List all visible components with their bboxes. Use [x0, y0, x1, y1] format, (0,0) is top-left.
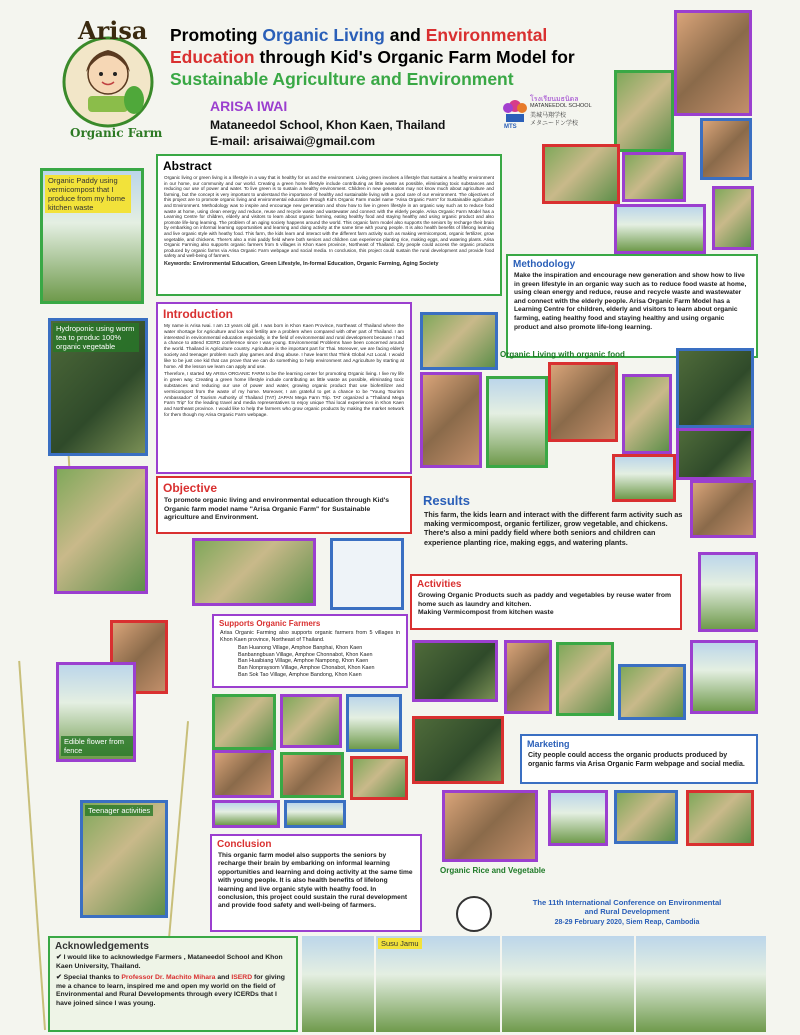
marketing-body: City people could access the organic products produced by organic farms via Arisa Organic Farm webpage and social media.: [528, 752, 745, 768]
caption-hydroponic: Hydroponic using worm tea to produc 100% organic vegetable: [53, 323, 139, 352]
caption-susu: Susu Jamu: [378, 938, 422, 949]
photo-worker: [690, 640, 758, 714]
photo-seedlings: [412, 640, 498, 702]
objective-section: [156, 476, 412, 534]
conference-line1: The 11th International Conference on Environmental: [532, 898, 722, 907]
results-title: Results: [423, 493, 470, 508]
photo-farm-girl: [614, 70, 674, 152]
title-part: through Kid's Organic Farm Model for: [254, 47, 575, 67]
village-item: Ban Sok Tao Village, Amphoe Bandong, Khon Kaen: [238, 671, 362, 678]
logo-brand-top: Arisa: [78, 16, 148, 45]
photo-rice-field-2: [376, 936, 500, 1032]
title-highlight: Education: [170, 47, 255, 67]
title-part: and: [384, 25, 426, 45]
abstract-title: Abstract: [163, 159, 212, 173]
school-jp2: メタニードン学校: [530, 121, 579, 127]
village-list: [238, 645, 406, 678]
introduction-p2: Therefore, I started My ARISA ORGANIC FARM to be the learning center for promoting Organic living. I live my life in green way. Creating a green home lifestyle include contributing as little waste as possible, eliminating toxic substances and reducing our use of power and water, growing organic product that use biofertilizer and vermicompost from the waste of my home. Moreover, I am grateful to get a chance to be "Young Tourism Ambassador" of Tourism Authority of Thailand (TAT) JAPAN Mega Farm Trip. TAT organized a "Thailand Mega Farm Trip" for the leading travel and media representatives to enjoy unique Thai local experiences in Khon Kaen and Northeast province. I would like to help the farmers who grow organic products by making the market network for them though my Arisa Organic Farm webpage.: [164, 371, 404, 417]
photo-workshop-3: [346, 694, 402, 752]
photo-arisa-portrait: [674, 10, 752, 116]
caption-edible-flower: Edible flower from fence: [61, 736, 133, 756]
photo-planting-kids: [698, 552, 758, 632]
photo-seniors-group: [192, 538, 316, 606]
photo-market-2: [614, 790, 678, 844]
photo-edible-flower: [56, 662, 136, 762]
acknowledgements-section: [48, 936, 298, 1032]
photo-workshop-6: [350, 756, 408, 800]
ack-highlight: ISERD: [231, 974, 253, 982]
abstract-keywords: Keywords: Environmental Education, Green Lifestyle, In-formal Education, Organic Farming, Aging Society: [164, 260, 439, 267]
photo-outdoor: [542, 144, 620, 204]
photo-hydroponic: [48, 318, 148, 456]
marketing-section: [520, 734, 758, 784]
supports-intro: Arisa Organic Farming also supports organic farmers from 5 villages in Khon Kaen province, Northeast of Thailand.: [220, 630, 400, 643]
methodology-body: Make the inspiration and encourage new generation and show how to live in green lifestyle in an organic way such as to reduce food waste at home, using clean energy and reduce, reuse and recycle waste and wastewater and connect with the elderly people. Arisa Organic Farm Model has a Learning Centre for children, elderly and visitors to learn about organic farming, eating healthy food and staying healthy and using organic product and also promote life-long learning.: [514, 272, 747, 331]
conference-dates: 28-29 February 2020, Siem Reap, Cambodia: [554, 919, 700, 926]
photo-rice-field-1: [302, 936, 374, 1032]
marketing-title: Marketing: [527, 739, 570, 749]
photo-compost: [676, 428, 754, 480]
photo-village-map: [330, 538, 404, 610]
photo-market-3: [686, 790, 754, 846]
results-section: [416, 488, 702, 564]
objective-body: To promote organic living and environmental education through Kid's Organic farm model name "Arisa Organic Farm" for Sustainable agriculture and Environment.: [164, 497, 390, 522]
title-line-1: [170, 24, 630, 46]
photo-team-2: [284, 800, 346, 828]
village-item: Ban Huaibiang Village, Amphoe Nampong, Khon Kaen: [238, 658, 369, 665]
school-abbr: MTS: [504, 124, 517, 130]
school-logo: [500, 94, 600, 140]
title-highlight: Environmental: [425, 25, 548, 45]
photo-cooking: [548, 362, 618, 442]
title-line-2: [170, 46, 630, 68]
activities-line2: Making Vermicompost from kitchen waste: [418, 609, 554, 617]
activities-section: [410, 574, 682, 630]
author-name: ARISA IWAI: [210, 98, 288, 114]
photo-kitchen: [420, 372, 482, 468]
photo-greenhouse-2: [412, 716, 504, 784]
title-part: Promoting: [170, 25, 263, 45]
acknowledgements-title: Acknowledgements: [55, 941, 149, 952]
photo-car-produce: [442, 790, 538, 862]
conference-info: [494, 898, 760, 926]
photo-girl-smile: [700, 118, 752, 180]
photo-team: [212, 800, 280, 828]
photo-rice-field-4: [636, 936, 766, 1032]
photo-jackfruit: [54, 466, 148, 594]
photo-market-1: [548, 790, 608, 846]
conference-seal: [456, 896, 492, 932]
abstract-body: Organic living or green living is a lifestyle in a way that is healthy for us and the environment. Living green involves a lifestyle that sustains a healthy environment in our home, our community and our world. Creating a green home lifestyle include contributing as little waste as possible, eliminating toxic substances and reducing our use of power and water. To live green is to sustain a healthy environment. Children in new generation may not know much about agriculture and farming, but the concept is very important to understand the importance of healthy and sustainable living with a good care of our environment. The objectives of this project are to promote organic living and environmental education through Kid's Organic Farm model name "Arisa Organic Farm" for Sustainable agriculture and Environment. Methodology was to inspire and encourage new generation and show how to live in green lifestyle in an organic way such as to reduce food waste at home, using clean energy and reduce, reuse and recycle waste and wastewater and connect with the elderly people. Arisa Organic Farm Model has a Learning Centre for children, elderly and visitors to learn about organic farming, eating healthy food and staying healthy and using organic product and also promote life-long learning. The problem of an aging society happens around the world. This organic farm model also supports the seniors by recharge their brain by embarking on informal learning opportunities and learning and doing activity at the same time with young people. It is also health benefits of lifelong learning and live organic style with heathy food. This farm, the kids learn and interact with the different farm activity such as making vermicompost, organic fertilizer, grow vegetable, and chickens. There's also a mini paddy field where both seniors and children can experience planting rice, making eggs, and watering plants. Arisa Organic Farming also supports organic farmers from 5 villages in Khon Kaen province, Northeast of Thailand. City people could access the organic products produced by organic farms via Arisa Organic Farm webpage and social media. In conclusion, this project could sustain the rural development and provide food safety and well-being of farmers.: [164, 175, 494, 259]
results-body: This farm, the kids learn and interact with the different farm activity such as making vermicompost, organic fertilizer, grow vegetable, and chickens. There's also a mini paddy field where both seniors and children can experience planting rice, making eggs, and watering plants.: [424, 510, 683, 547]
conclusion-body: This organic farm model also supports the seniors by recharge their brain by embarking on informal learning opportunities and learning and doing activity at the same time with young people. It is also health benefits of lifelong learning and live organic style with heathy food. In conclusion, this project could sustain the rural development and provide food safety and well-being of farmers.: [218, 852, 413, 910]
supports-title: Supports Organic Farmers: [219, 619, 321, 628]
author-email: E-mail: arisaiwai@gmail.com: [210, 134, 376, 148]
ack-text: for giving me a chance to learn, inspired me and open my world on the field of Environmental and Rural Developments through every ICERDs that I have joined since I was young.: [56, 974, 285, 1007]
school-jp1: 美城马翔学校: [530, 113, 567, 119]
ack-text: and: [215, 974, 232, 982]
activities-title: Activities: [417, 579, 462, 590]
photo-organic-paddy: [40, 168, 144, 304]
conclusion-section: [210, 834, 422, 932]
methodology-title: Methodology: [513, 259, 576, 270]
title-line-3: Sustainable Agriculture and Environment: [170, 69, 514, 89]
conclusion-title: Conclusion: [217, 839, 272, 850]
logo-brand-bottom: Organic Farm: [70, 126, 163, 140]
photo-teenager: [80, 800, 168, 918]
ack-item-1-text: I would like to acknowledge Farmers , Mataneedol School and Khon Kaen University, Thailand.: [56, 954, 283, 970]
photo-garden-girl: [622, 374, 672, 454]
caption-rice-vegetable: Organic Rice and Vegetable: [440, 866, 546, 875]
activities-line1: Growing Organic Products such as paddy and vegetables by reuse water from home such as laundry and kitchen.: [418, 592, 672, 608]
supports-section: [212, 614, 408, 688]
photo-tree: [486, 376, 548, 468]
school-thai: โรงเรียนมธนิดล: [530, 96, 579, 103]
title-highlight: Organic Living: [262, 25, 385, 45]
ack-item-1: ✔ I would like to acknowledge Farmers , Mataneedol School and Khon Kaen University, Thailand.: [56, 954, 283, 970]
photo-rice-field-3: [502, 936, 634, 1032]
introduction-title: Introduction: [163, 307, 233, 321]
poster-title: [170, 24, 630, 90]
conference-line2: and Rural Development: [584, 907, 670, 916]
photo-harvest: [618, 664, 686, 720]
village-item: Banbanngbuan Village, Amphoe Chonnabot, Khon Kaen: [238, 651, 373, 658]
photo-workshop-4: [212, 750, 274, 798]
ack-text: Special thanks to: [63, 974, 122, 982]
photo-greenhouse: [676, 348, 754, 428]
photo-workshop-1: [212, 694, 276, 750]
caption-organic-paddy: Organic Paddy using vermicompost that I produce from my home kitchen waste: [45, 175, 131, 213]
photo-veg-bed: [556, 642, 614, 716]
village-item: Ban Nonpraysom Village, Amphoe Chonabot, Khon Kaen: [238, 664, 375, 671]
ack-item-2: ✔ Special thanks to Professor Dr. Machito Mihara and ISERD for giving me a chance to learn, inspired me and open my world on the field of Environmental and Rural Developments through every ICERDs that I have joined since I was young.: [56, 974, 285, 1007]
photo-workshop-2: [280, 694, 342, 748]
photo-workshop-5: [280, 752, 344, 798]
abstract-section: [156, 154, 502, 296]
photo-girl-purple: [712, 186, 754, 250]
photo-farmer: [504, 640, 552, 714]
methodology-section: [506, 254, 758, 358]
introduction-section: [156, 302, 412, 474]
caption-organic-living: Organic Living with organic food: [500, 350, 625, 359]
ack-highlight: Professor Dr. Machito Mihara: [121, 974, 216, 982]
arisa-organic-farm-logo: [48, 14, 168, 144]
village-item: Ban Huanong Village, Amphoe Banphai, Khon Kaen: [238, 645, 363, 652]
caption-teenager: Teenager activities: [85, 805, 153, 816]
introduction-p1: My name is Arisa Iwai. I am 13 years old girl. I was born in Khon Kaen Province, Northeast of Thailand where the water shortage for Agriculture and low soil fertility are a problem when compared with other part of Thailand. I am interested in environmental education especially, in the field of environmental and rural development because I had a chance to attend ICERD conference since I was young. Environmental Problems have been concerned around the world. Thailand is Agriculture country. Agriculture is the important part for Thai. Moreover, we are facing elderly society and teenager problem such play games and drug abuse. I have learnt that Think Global Act Local. I would like to be just one kid that can prove that we can do something to help environment and Agriculture by starting at home. All the lesson we learn can apply and use.: [164, 323, 404, 369]
wheat-decoration: [18, 661, 46, 1030]
author-affiliation: Mataneedol School, Khon Kaen, Thailand: [210, 118, 446, 132]
photo-vegetables: [622, 152, 686, 202]
objective-title: Objective: [163, 481, 218, 495]
photo-field-group: [614, 204, 706, 254]
photo-indoor: [420, 312, 498, 370]
school-eng: MATANEEDOL SCHOOL: [530, 103, 592, 109]
